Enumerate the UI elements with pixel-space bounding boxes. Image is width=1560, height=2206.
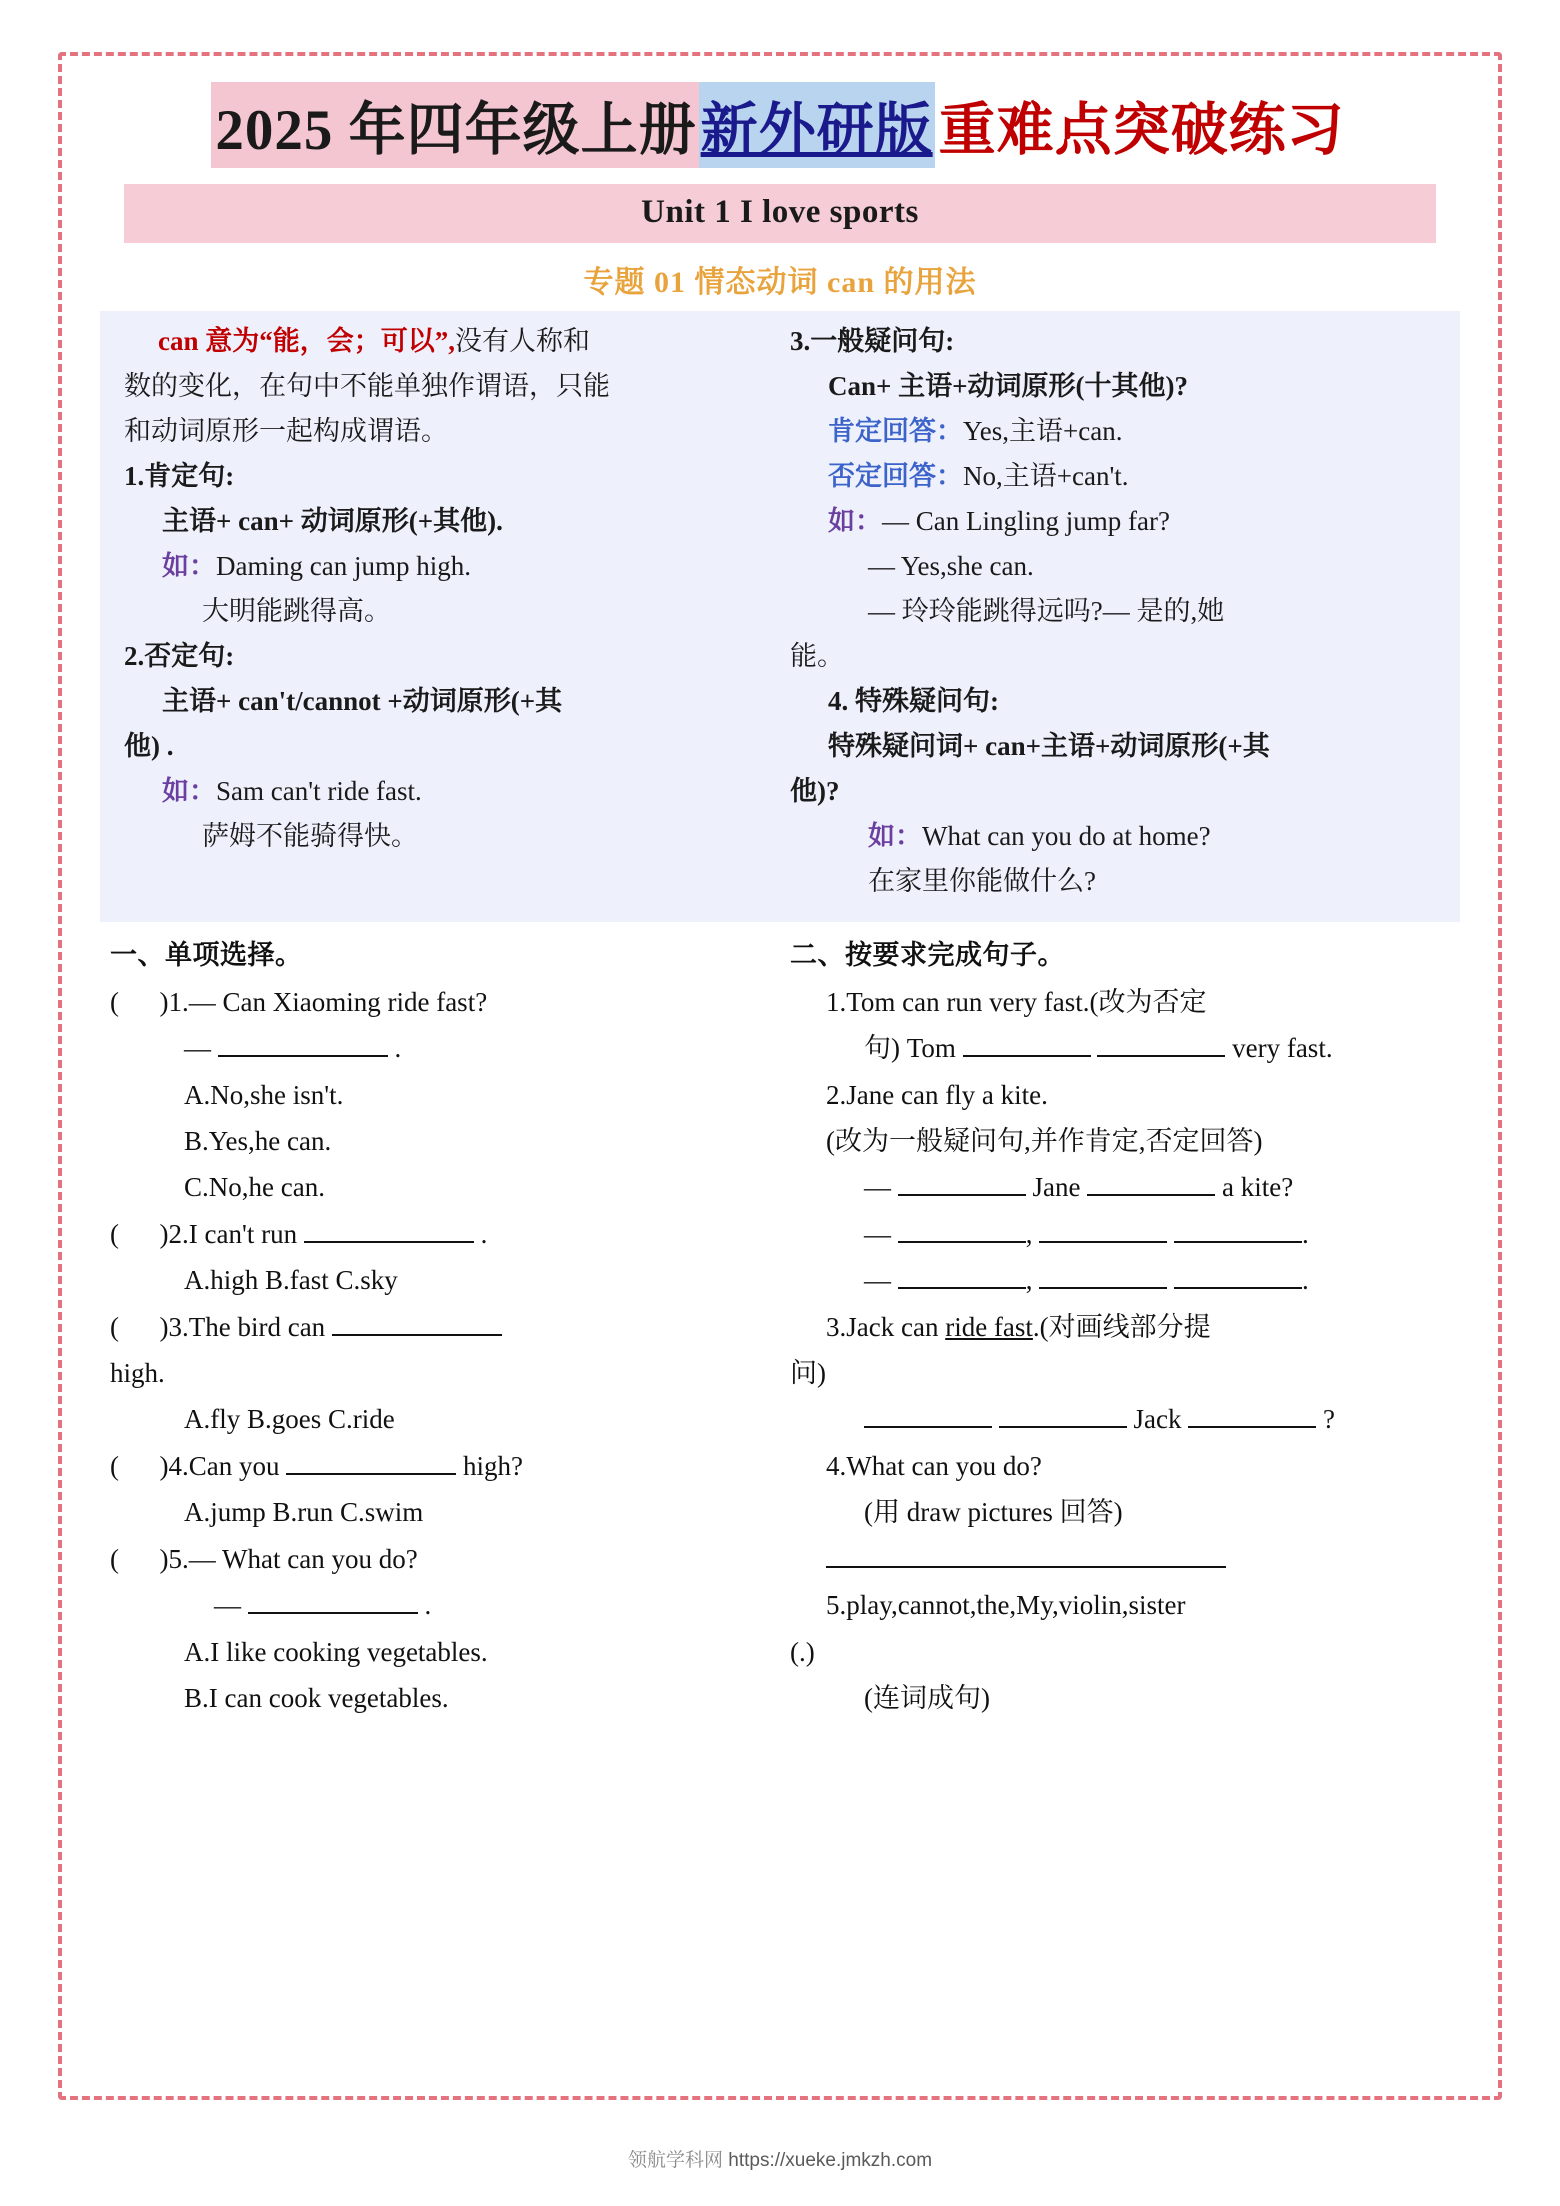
no-answer-label: 否定回答：: [828, 461, 963, 492]
question-5-text: — What can you do?: [188, 1543, 418, 1574]
question-1-number: )1.: [159, 986, 189, 1017]
question-1-option-a[interactable]: A.No,she isn't.: [184, 1079, 344, 1110]
grammar-negative-formula-line2: 他) .: [124, 731, 174, 762]
exercises-area: [100, 936, 1460, 1725]
grammar-box: [100, 311, 1460, 922]
grammar-negative-formula-line1: 主语+ can't/cannot +动词原形(+其: [162, 686, 563, 717]
answer-bracket-4[interactable]: (: [110, 1450, 160, 1481]
blank-r4[interactable]: [826, 1566, 1226, 1568]
grammar-intro-line2: 数的变化，在句中不能单独作谓语，只能: [124, 371, 610, 402]
rewrite-3-line1: [790, 1308, 1446, 1347]
question-3-stem: [110, 1308, 766, 1347]
rewrite-3-qmark: ?: [1322, 1404, 1335, 1435]
question-2-options[interactable]: A.high B.fast C.sky: [184, 1265, 398, 1296]
unit-heading: Unit 1 I love sports: [124, 184, 1436, 243]
blank-r2-yes-3[interactable]: [1174, 1241, 1302, 1243]
blank-q4[interactable]: [286, 1473, 456, 1475]
topic-heading: 专题 01 情态动词 can 的用法: [583, 266, 977, 299]
blank-r3-c[interactable]: [1188, 1426, 1316, 1428]
grammar-wh-heading: 4. 特殊疑问句:: [828, 686, 999, 717]
example-label-3: 如：: [828, 506, 882, 537]
question-4-number: )4.: [159, 1450, 189, 1481]
grammar-yesno-heading: 3.一般疑问句:: [790, 326, 955, 356]
grammar-intro: [124, 321, 770, 362]
title-segment-practice: 重难点突破练习: [938, 99, 1345, 162]
question-2-stem: [110, 1215, 766, 1254]
question-3-text: The bird can: [188, 1311, 326, 1342]
blank-r2-no-2[interactable]: [1039, 1287, 1167, 1289]
answer-bracket-2[interactable]: (: [110, 1218, 160, 1249]
dash-r2-no: —: [864, 1265, 891, 1296]
grammar-yesno-example: [790, 501, 1436, 542]
rewrite-3-suffix: .(对画线部分提: [1032, 1311, 1211, 1342]
grammar-intro-lead: can 意为“能，会；可以”,: [158, 326, 455, 356]
question-4-stem: [110, 1447, 766, 1486]
grammar-wh-formula-line2: 他)?: [790, 776, 840, 807]
grammar-affirmative-formula: 主语+ can+ 动词原形(+其他).: [162, 506, 503, 537]
example-label-4: 如：: [868, 821, 922, 852]
period-1: .: [394, 1033, 402, 1064]
rewrite-4-line2: (用 draw pictures 回答): [864, 1497, 1123, 1528]
rewrite-5-line1: 5.play,cannot,the,My,violin,sister: [826, 1590, 1186, 1621]
rewrite-3-line2: 问): [790, 1358, 826, 1389]
rewrite-3-answer: [790, 1400, 1446, 1439]
grammar-yesno-formula: Can+ 主语+动词原形(十其他)?: [828, 371, 1189, 402]
example-english-2: Sam can't ride fast.: [216, 776, 422, 807]
dash-5: —: [214, 1590, 241, 1621]
page-title: [100, 82, 1460, 168]
blank-r2-a[interactable]: [898, 1194, 1026, 1196]
example-chinese-1: 大明能跳得高。: [202, 596, 391, 627]
blank-r2-yes-2[interactable]: [1039, 1241, 1167, 1243]
example-label-1: 如：: [162, 551, 216, 582]
example-chinese-3: — 玲玲能跳得远吗?— 是的,她: [868, 596, 1225, 627]
footer-watermark: [0, 2145, 1560, 2172]
question-2-text: I can't run: [188, 1218, 298, 1249]
question-4-end: high?: [463, 1450, 523, 1481]
period-5: .: [424, 1590, 432, 1621]
blank-q2[interactable]: [304, 1241, 474, 1243]
question-1-subline: [110, 1029, 766, 1068]
rewrite-1-line1: 1.Tom can run very fast.(改为否定: [826, 986, 1207, 1017]
rewrite-2-question: [790, 1168, 1446, 1207]
example-question-3: — Can Lingling jump far?: [882, 506, 1170, 537]
title-segment-year: 2025 年四年级上册: [211, 82, 698, 168]
grammar-affirmative-example: [124, 546, 770, 587]
question-5-subline: [110, 1586, 766, 1625]
question-1-stem: [110, 983, 766, 1022]
blank-q1[interactable]: [218, 1055, 388, 1057]
question-5-option-a[interactable]: A.I like cooking vegetables.: [184, 1636, 488, 1667]
question-2-number: )2.: [159, 1218, 189, 1249]
example-chinese-4: 在家里你能做什么?: [868, 866, 1096, 897]
grammar-intro-rest: 没有人称和: [455, 326, 590, 356]
dash-r2: —: [864, 1172, 891, 1203]
grammar-left-column: [114, 321, 780, 906]
exercise-1: [100, 936, 780, 1725]
blank-q5[interactable]: [248, 1612, 418, 1614]
blank-r2-no-1[interactable]: [898, 1287, 1026, 1289]
example-english-4: What can you do at home?: [922, 821, 1211, 852]
rewrite-3-prefix: 3.Jack can: [826, 1311, 946, 1342]
footer-site-name: 领航学科网: [627, 2150, 723, 2171]
question-5-option-b[interactable]: B.I can cook vegetables.: [184, 1682, 449, 1713]
rewrite-1-suffix: very fast.: [1232, 1033, 1333, 1064]
grammar-affirmative-heading: 1.肯定句:: [124, 461, 235, 492]
rewrite-1-line2: [790, 1029, 1446, 1068]
rewrite-4-answer-line: [790, 1540, 1446, 1579]
question-3-cont: high.: [110, 1358, 165, 1389]
title-segment-edition: 新外研版: [699, 82, 935, 168]
blank-r2-b[interactable]: [1087, 1194, 1215, 1196]
blank-q3[interactable]: [332, 1334, 502, 1336]
grammar-wh-example: [790, 816, 1436, 857]
example-answer-3: — Yes,she can.: [868, 551, 1034, 582]
question-5-stem: [110, 1540, 766, 1579]
grammar-negative-example: [124, 771, 770, 812]
example-chinese-2: 萨姆不能骑得快。: [202, 821, 418, 852]
rewrite-3-subject: Jack: [1133, 1404, 1182, 1435]
rewrite-2-answer-yes: — , .: [864, 1218, 1309, 1249]
rewrite-2-subject: Jane: [1032, 1172, 1081, 1203]
exercise-1-heading: 一、单项选择。: [110, 940, 303, 971]
footer-url: https://xueke.jmkzh.com: [728, 2150, 933, 2171]
question-3-number: )3.: [159, 1311, 189, 1342]
question-1-option-c[interactable]: C.No,he can.: [184, 1172, 325, 1203]
grammar-yes-answer: [790, 411, 1436, 452]
example-chinese-3-cont: 能。: [790, 641, 844, 672]
rewrite-3-underlined-part: ride fast: [945, 1311, 1033, 1342]
no-answer-text: No,主语+can't.: [963, 461, 1129, 492]
rewrite-2-line1: 2.Jane can fly a kite.: [826, 1079, 1048, 1110]
rewrite-1-prefix: 句) Tom: [864, 1033, 956, 1064]
blank-r3-a[interactable]: [864, 1426, 992, 1428]
question-1-text: — Can Xiaoming ride fast?: [188, 986, 488, 1017]
grammar-wh-formula-line1: 特殊疑问词+ can+主语+动词原形(+其: [828, 731, 1270, 762]
question-5-number: )5.: [159, 1543, 189, 1574]
blank-r1-a[interactable]: [963, 1055, 1091, 1057]
rewrite-2-tail: a kite?: [1221, 1172, 1294, 1203]
question-1-option-b[interactable]: B.Yes,he can.: [184, 1126, 332, 1157]
rewrite-4-line1: 4.What can you do?: [826, 1450, 1042, 1481]
question-3-options[interactable]: A.fly B.goes C.ride: [184, 1404, 395, 1435]
example-english-1: Daming can jump high.: [216, 551, 471, 582]
question-4-text: Can you: [188, 1450, 280, 1481]
question-4-options[interactable]: A.jump B.run C.swim: [184, 1497, 424, 1528]
rewrite-2-line2: (改为一般疑问句,并作肯定,否定回答): [826, 1126, 1263, 1157]
answer-bracket-3[interactable]: (: [110, 1311, 160, 1342]
grammar-right-column: [780, 321, 1446, 906]
blank-r2-no-3[interactable]: [1174, 1287, 1302, 1289]
grammar-negative-heading: 2.否定句:: [124, 641, 235, 672]
dash-r2-yes: —: [864, 1218, 891, 1249]
exercise-2-heading: 二、按要求完成句子。: [790, 940, 1065, 971]
example-label-2: 如：: [162, 776, 216, 807]
rewrite-2-answer-no: — , .: [864, 1265, 1309, 1296]
rewrite-5-line3: (连词成句): [864, 1682, 990, 1713]
rewrite-5-line2: (.): [790, 1636, 815, 1667]
question-2-end: .: [480, 1218, 488, 1249]
yes-answer-text: Yes,主语+can.: [963, 416, 1123, 447]
yes-answer-label: 肯定回答：: [828, 416, 963, 447]
exercise-2: [780, 936, 1460, 1725]
blank-r3-b[interactable]: [999, 1426, 1127, 1428]
answer-bracket-5[interactable]: (: [110, 1543, 160, 1574]
grammar-intro-line3: 和动词原形一起构成谓语。: [124, 416, 448, 447]
blank-r2-yes-1[interactable]: [898, 1241, 1026, 1243]
grammar-no-answer: [790, 456, 1436, 497]
blank-r1-b[interactable]: [1097, 1055, 1225, 1057]
answer-bracket-1[interactable]: (: [110, 986, 160, 1017]
dash-1: —: [184, 1033, 211, 1064]
